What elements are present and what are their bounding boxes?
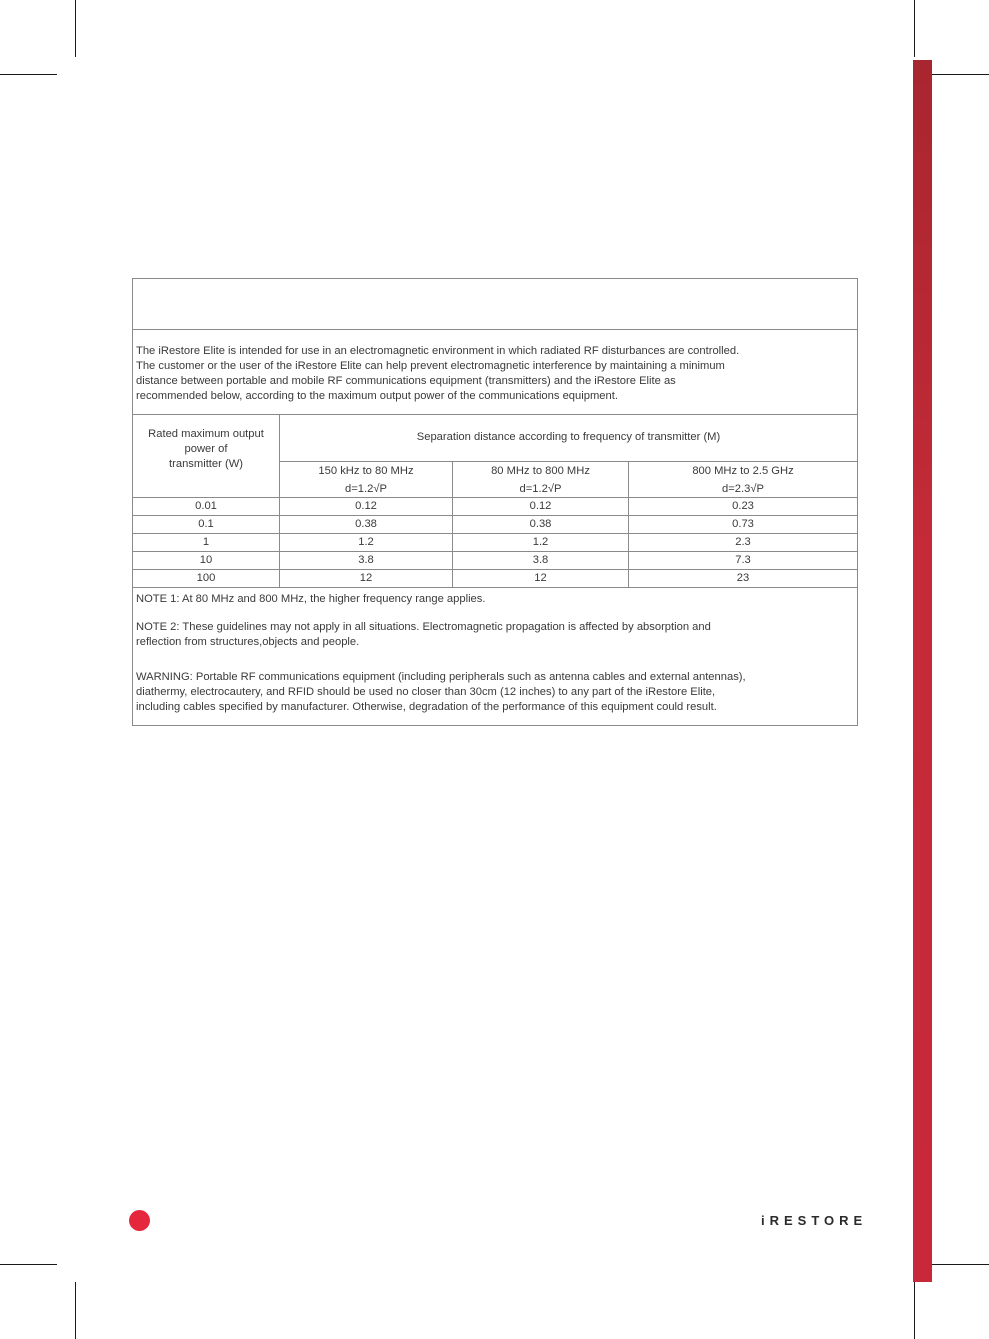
freq-range: 80 MHz to 800 MHz bbox=[491, 465, 590, 477]
page-marker-dot bbox=[129, 1210, 150, 1231]
freq-header-150khz bbox=[280, 462, 453, 498]
table-row bbox=[133, 516, 858, 534]
freq-range: 150 kHz to 80 MHz bbox=[318, 465, 414, 477]
freq-formula: d=1.2√P bbox=[345, 483, 387, 495]
table-intro-cell bbox=[133, 330, 858, 415]
freq-header-800mhz bbox=[629, 462, 858, 498]
table-cell: 12 bbox=[453, 570, 629, 588]
power-header-line: transmitter (W) bbox=[169, 458, 243, 470]
note-2 bbox=[136, 620, 854, 650]
table-cell: 0.23 bbox=[629, 498, 858, 516]
table-cell: 1.2 bbox=[280, 534, 453, 552]
table-cell: 1 bbox=[133, 534, 280, 552]
crop-mark-bottom-left-horizontal bbox=[0, 1264, 57, 1265]
table-cell: 0.38 bbox=[453, 516, 629, 534]
freq-header-80mhz bbox=[453, 462, 629, 498]
intro-line: recommended below, according to the maximum output power of the communications equipment. bbox=[136, 390, 618, 402]
note-2-line: NOTE 2: These guidelines may not apply in all situations. Electromagnetic propagation is affected by absorption and bbox=[136, 621, 711, 633]
crop-mark-top-right-horizontal bbox=[932, 74, 989, 75]
table-title-cell bbox=[133, 279, 858, 330]
table-cell: 10 bbox=[133, 552, 280, 570]
freq-range: 800 MHz to 2.5 GHz bbox=[692, 465, 794, 477]
intro-text bbox=[136, 340, 854, 404]
table-cell: 12 bbox=[280, 570, 453, 588]
power-header-line: power of bbox=[184, 443, 228, 455]
table-row bbox=[133, 570, 858, 588]
separation-distance-header: Separation distance according to frequency of transmitter (M) bbox=[280, 415, 858, 462]
warning-note bbox=[136, 670, 854, 715]
table-cell: 1.2 bbox=[453, 534, 629, 552]
crop-mark-top-right-vertical bbox=[914, 0, 915, 57]
separation-distance-table bbox=[132, 278, 858, 726]
table-cell: 7.3 bbox=[629, 552, 858, 570]
table-row bbox=[133, 498, 858, 516]
power-column-header bbox=[133, 415, 280, 498]
table-cell: 0.38 bbox=[280, 516, 453, 534]
table-cell: 0.1 bbox=[133, 516, 280, 534]
note-2-line: reflection from structures,objects and people. bbox=[136, 636, 360, 648]
crop-mark-bottom-left-vertical bbox=[75, 1282, 76, 1339]
note-1: NOTE 1: At 80 MHz and 800 MHz, the higher frequency range applies. bbox=[136, 593, 486, 605]
table-row bbox=[133, 552, 858, 570]
intro-line: The iRestore Elite is intended for use in an electromagnetic environment in which radiated RF disturbances are controlled. bbox=[136, 345, 740, 357]
warning-line: WARNING: Portable RF communications equipment (including peripherals such as antenna cables and external antennas), bbox=[136, 671, 746, 683]
table-cell: 0.12 bbox=[453, 498, 629, 516]
crop-mark-top-left-horizontal bbox=[0, 74, 57, 75]
crop-mark-bottom-right-vertical bbox=[914, 1282, 915, 1339]
crop-mark-bottom-right-horizontal bbox=[932, 1264, 989, 1265]
notes-cell bbox=[133, 588, 858, 726]
intro-line: distance between portable and mobile RF communications equipment (transmitters) and the iRestore Elite as bbox=[136, 375, 676, 387]
table-cell: 23 bbox=[629, 570, 858, 588]
table-cell: 0.01 bbox=[133, 498, 280, 516]
brand-logo: iRESTORE bbox=[761, 1213, 868, 1228]
crop-mark-top-left-vertical bbox=[75, 0, 76, 57]
freq-formula: d=2.3√P bbox=[722, 483, 764, 495]
table-cell: 2.3 bbox=[629, 534, 858, 552]
table-cell: 0.12 bbox=[280, 498, 453, 516]
table-cell: 3.8 bbox=[453, 552, 629, 570]
side-accent-bar bbox=[913, 60, 932, 1282]
table-cell: 3.8 bbox=[280, 552, 453, 570]
warning-line: diathermy, electrocautery, and RFID should be used no closer than 30cm (12 inches) to any part of the iRestore Elite, bbox=[136, 686, 716, 698]
freq-formula: d=1.2√P bbox=[519, 483, 562, 495]
table-cell: 0.73 bbox=[629, 516, 858, 534]
warning-line: including cables specified by manufacturer. Otherwise, degradation of the performance of this equipment could result. bbox=[136, 701, 717, 713]
table-row bbox=[133, 534, 858, 552]
intro-line: The customer or the user of the iRestore Elite can help prevent electromagnetic interference by maintaining a minimum bbox=[136, 360, 725, 372]
table-cell: 100 bbox=[133, 570, 280, 588]
power-header-line: Rated maximum output bbox=[148, 428, 264, 440]
